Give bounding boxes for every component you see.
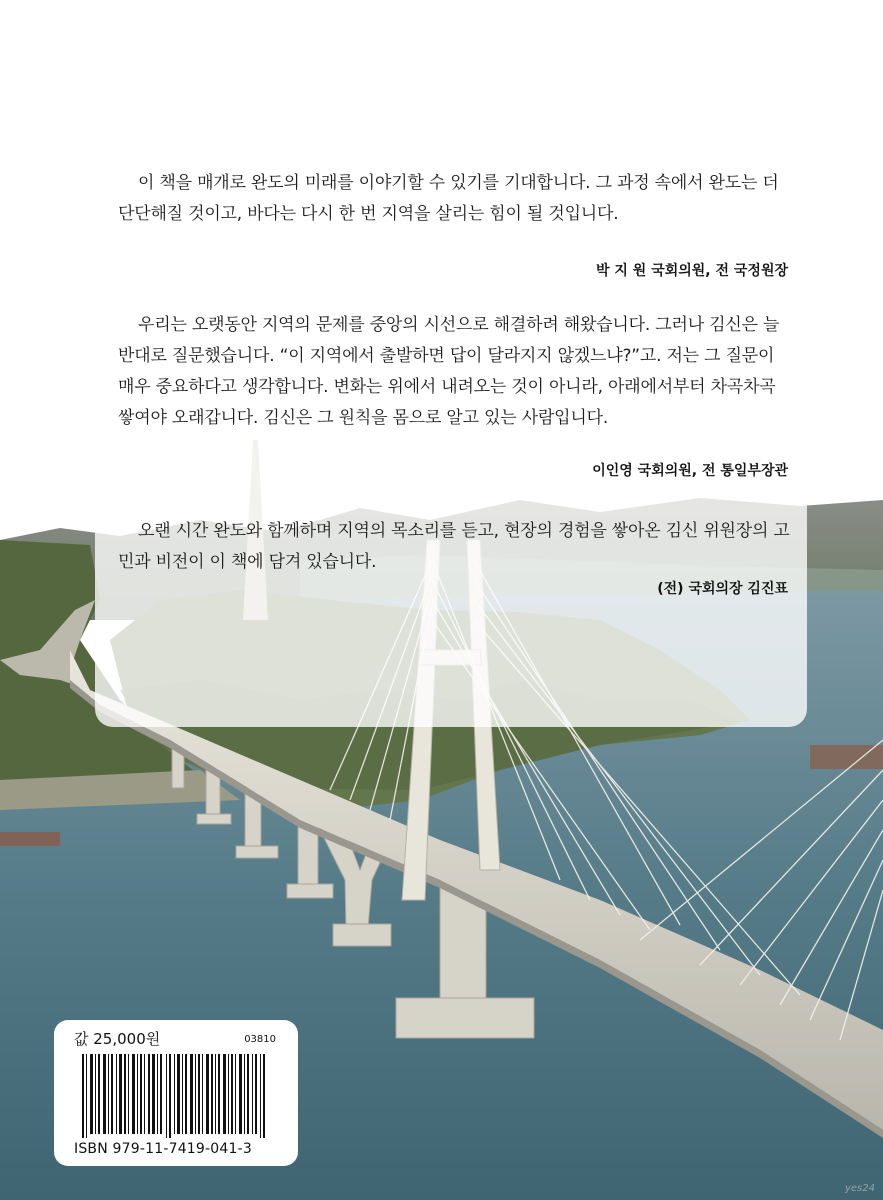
watermark: yes24 [844, 1183, 875, 1194]
endorsement-signature-2: 이인영 국회의원, 전 통일부장관 [592, 463, 788, 479]
endorsement-text-1: 이 책을 매개로 완도의 미래를 이야기할 수 있기를 기대합니다. 그 과정 속에서 완도는 더 단단해질 것이고, 바다는 다시 한 번 지역을 살리는 힘이 될 것입니다. [118, 173, 779, 224]
isbn-number: ISBN 979-11-7419-041-3 [74, 1141, 252, 1157]
barcode-image [82, 1054, 268, 1138]
endorsement-text-3: 오랜 시간 완도와 함께하며 지역의 목소리를 듣고, 현장의 경험을 쌓아온 김신 위원장의 고민과 비전이 이 책에 담겨 있습니다. [118, 521, 790, 572]
price-label: 값 25,000원 [74, 1030, 161, 1048]
add-on-code: 03810 [244, 1034, 276, 1045]
endorsement-text-2: 우리는 오랫동안 지역의 문제를 중앙의 시선으로 해결하려 해왔습니다. 그러나 김신은 늘 반대로 질문했습니다. “이 지역에서 출발하면 답이 달라지지 않겠느냐?”고. 저는 그 질문이 매우 중요하다고 생각합니다. 변화는 위에서 내려오는 것이 아니라, 아래에서부터 차곡차곡 쌓여야 오래갑니다. 김신은 그 원칙을 몸으로 알고 있는 사람입니다. [118, 315, 780, 428]
barcode-box [54, 1020, 298, 1166]
endorsement-signature-3: (전) 국회의장 김진표 [657, 581, 788, 597]
endorsement-signature-1: 박 지 원 국회의원, 전 국정원장 [596, 263, 788, 279]
